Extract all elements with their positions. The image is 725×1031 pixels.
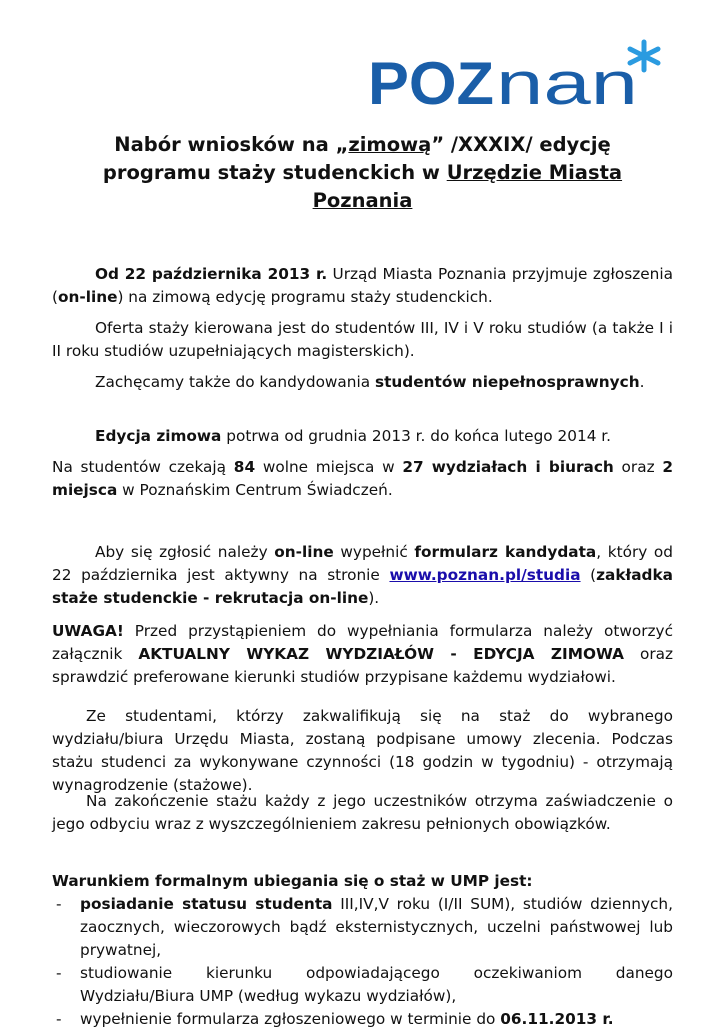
requirements-heading: Warunkiem formalnym ubiegania się o staż w UMP jest: [52, 872, 533, 890]
paragraph-certificate: Na zakończenie stażu każdy z jego uczestników otrzyma zaświadczenie o jego odbyciu wraz z wyszczególnieniem zakresu pełnionych obowiązków. [52, 792, 673, 833]
requirements-list [52, 893, 673, 1031]
logo-text-nan: nan [496, 50, 638, 114]
paragraph-winter-edition: Edycja zimowa potrwa od grudnia 2013 r. do końca lutego 2014 r. [95, 427, 612, 445]
paragraph-offer: Oferta staży kierowana jest do studentów III, IV i V roku studiów (a także I i II roku studiów uzupełniających magisterskich). [52, 319, 673, 360]
paragraph-encourage: Zachęcamy także do kandydowania studentów niepełnosprawnych. [95, 373, 645, 391]
paragraph-intro: Od 22 października 2013 r. Urząd Miasta Poznania przyjmuje zgłoszenia (on-line) na zimową edycję programu staży studenckich. [52, 265, 673, 306]
list-item: - studiowanie kierunku odpowiadającego oczekiwaniom danego Wydziału/Biura UMP (według wykazu wydziałów), [56, 964, 673, 1005]
poznan-logo [364, 36, 664, 114]
paragraph-contracts: Ze studentami, którzy zakwalifikują się na staż do wybranego wydziału/biura Urzędu Miasta, zostaną podpisane umowy zlecenia. Podczas stażu studenci za wykonywane czynności (18 godzin w tygodniu) - otrzymają wynagrodzenie (stażowe). [52, 707, 673, 794]
list-item: - posiadanie statusu studenta III,IV,V roku (I/II SUM), studiów dziennych, zaocznych, wieczorowych bądź eksternistycznych, uczelni państwowej lub prywatnej, [56, 895, 673, 959]
list-item: - wypełnienie formularza zgłoszeniowego w terminie do 06.11.2013 r. [56, 1010, 614, 1028]
page-title: Nabór wniosków na „zimową” /XXXIX/ edycję programu staży studenckich w Urzędzie Miasta Poznania [102, 133, 623, 212]
logo-text-poz: POZ [368, 50, 494, 114]
paragraph-apply: Aby się zgłosić należy on-line wypełnić formularz kandydata, który od 22 października jest aktywny na stronie www.poznan.pl/studia (zakładka staże studenckie - rekrutacja on-line). [52, 543, 673, 607]
studia-link[interactable]: www.poznan.pl/studia [389, 566, 581, 584]
paragraph-places: Na studentów czekają 84 wolne miejsca w 27 wydziałach i biurach oraz 2 miejsca w Poznańskim Centrum Świadczeń. [52, 458, 673, 499]
paragraph-warning: UWAGA! Przed przystąpieniem do wypełniania formularza należy otworzyć załącznik AKTUALNY WYKAZ WYDZIAŁÓW - EDYCJA ZIMOWA oraz sprawdzić preferowane kierunki studiów przypisane każdemu wydziałowi. [52, 622, 674, 686]
